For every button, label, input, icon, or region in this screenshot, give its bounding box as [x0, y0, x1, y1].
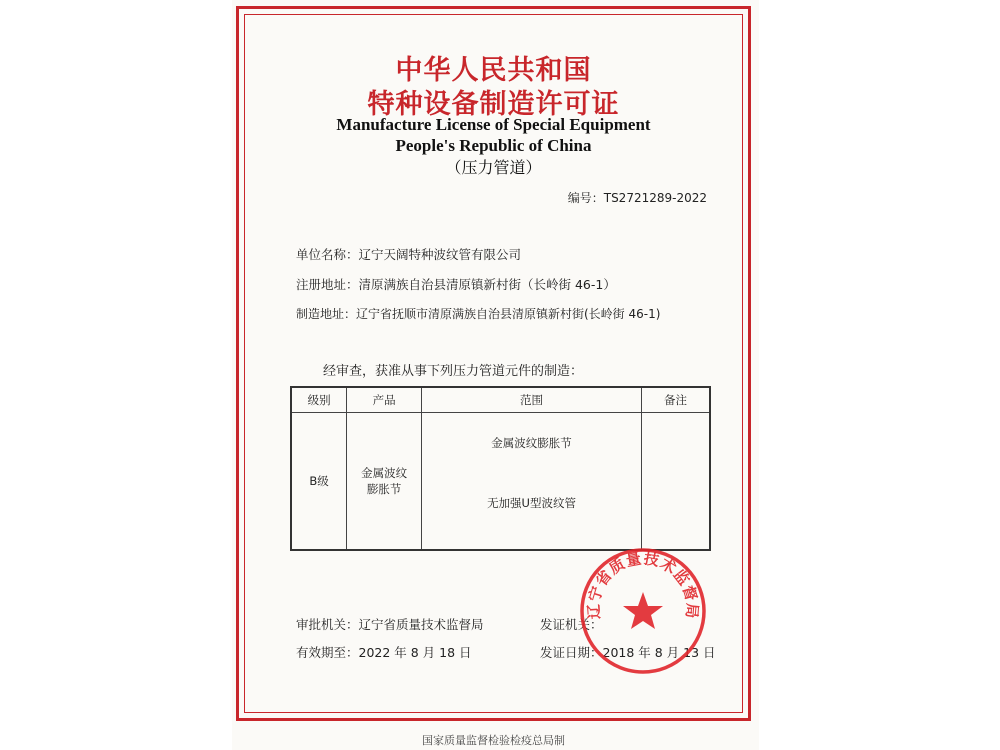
scope-item-1: 金属波纹膨胀节	[491, 436, 572, 450]
header-scope: 范围	[422, 387, 642, 413]
scope-item-2: 无加强U型波纹管	[487, 496, 576, 510]
cell-level: B级	[291, 413, 347, 551]
title-en-line1: Manufacture License of Special Equipment	[336, 115, 651, 134]
title-cn-line2: 特种设备制造许可证	[367, 89, 620, 120]
footer-issuer: 国家质量监督检验检疫总局制	[422, 734, 565, 747]
cell-scope	[422, 413, 642, 551]
unit-name: 单位名称：辽宁天阔特种波纹管有限公司	[296, 247, 522, 262]
header-product: 产品	[347, 387, 422, 413]
issue-date: 发证日期：2018 年 8 月 13 日	[540, 645, 716, 660]
manufacturing-address: 制造地址：辽宁省抚顺市清原满族自治县清原镇新村街(长岭街 46-1)	[296, 307, 661, 321]
issuing-authority: 发证机关：	[540, 617, 603, 632]
header-remark: 备注	[642, 387, 710, 413]
registered-address: 注册地址：清原满族自治县清原镇新村街（长岭街 46-1）	[296, 277, 616, 292]
header-level: 级别	[291, 387, 347, 413]
product-line1: 金属波纹	[361, 466, 408, 480]
cell-product	[347, 413, 422, 551]
approval-statement: 经审查，获准从事下列压力管道元件的制造：	[323, 364, 584, 379]
table-header-row	[291, 387, 710, 413]
cell-remark	[642, 413, 710, 551]
official-seal	[578, 546, 708, 676]
star-icon	[623, 592, 663, 629]
approval-authority: 审批机关：辽宁省质量技术监督局	[296, 617, 484, 632]
license-table	[290, 386, 711, 551]
table-row	[291, 413, 710, 551]
title-en-line2: People's Republic of China	[395, 136, 592, 155]
valid-until: 有效期至：2022 年 8 月 18 日	[296, 645, 472, 660]
title-cn-line1: 中华人民共和国	[395, 55, 592, 86]
seal-text: 辽宁省质量技术监督局	[584, 549, 702, 620]
certificate-number: 编号：TS2721289-2022	[567, 191, 707, 205]
subtitle: （压力管道）	[445, 158, 542, 177]
product-line2: 膨胀节	[366, 482, 402, 496]
